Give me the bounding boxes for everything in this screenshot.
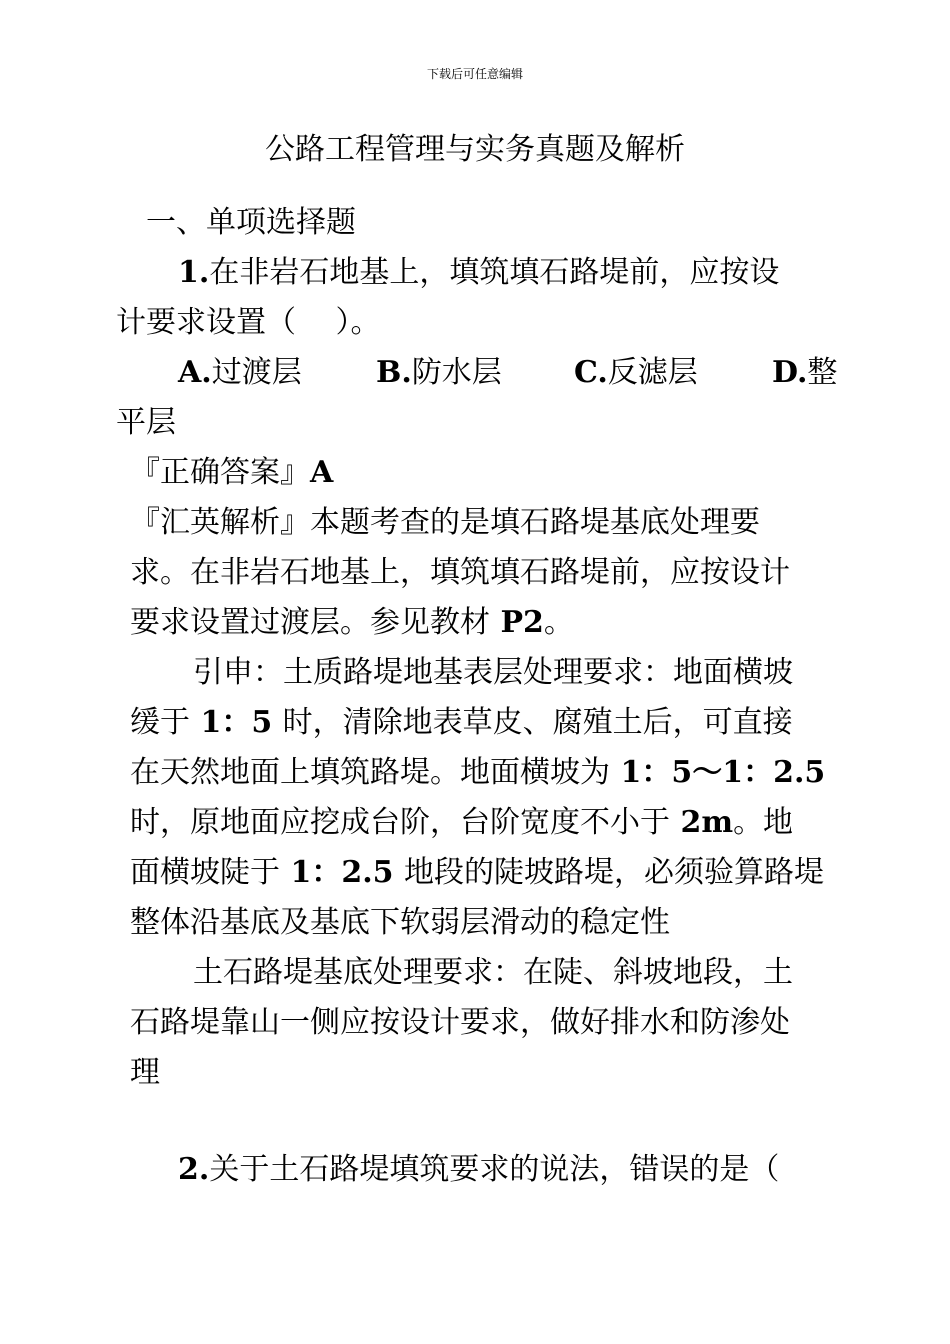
extension-line4	[130, 803, 793, 843]
option-a-letter: A.	[178, 355, 212, 390]
analysis-line1	[130, 503, 760, 543]
extension-line4-rest: 。地	[733, 805, 794, 840]
question-2-number: 2.	[178, 1152, 210, 1187]
question-1-stem-line2: 计要求设置（ ）。	[116, 305, 381, 340]
extension-line4-text: 时，原地面应挖成台阶，台阶宽度不小于	[130, 805, 670, 840]
extension-width: 2m	[670, 805, 734, 840]
extension-line2-text: 缓于	[130, 705, 190, 740]
extension-line5	[130, 853, 824, 893]
extension-line3	[130, 753, 825, 793]
analysis-line3	[130, 603, 574, 643]
page-title: 公路工程管理与实务真题及解析	[265, 132, 685, 167]
answer-value: A	[310, 455, 334, 490]
option-d-letter: D.	[772, 355, 808, 390]
question-1-number: 1.	[178, 255, 210, 290]
option-d-text: 整	[807, 355, 838, 390]
analysis-line2: 求。在非岩石地基上，填筑填石路堤前，应按设计	[130, 555, 790, 590]
option-a	[178, 353, 302, 393]
extension-ratio-2: 1：5～1：2.5	[610, 755, 826, 790]
earth-rock-line3: 理	[130, 1055, 160, 1090]
extension-line6: 整体沿基底及基底下软弱层滑动的稳定性	[130, 905, 670, 940]
option-d	[772, 353, 837, 393]
question-2-stem-line1	[178, 1150, 779, 1190]
analysis-page-ref: P2	[490, 605, 544, 640]
section-heading: 一、单项选择题	[146, 205, 356, 240]
extension-ratio-1: 1：5	[190, 705, 283, 740]
option-c-letter: C.	[574, 355, 608, 390]
earth-rock-line2: 石路堤靠山一侧应按设计要求，做好排水和防渗处	[130, 1005, 790, 1040]
extension-line3-text: 在天然地面上填筑路堤。地面横坡为	[130, 755, 610, 790]
question-2-stem-text: 关于土石路堤填筑要求的说法，错误的是（	[209, 1152, 780, 1187]
extension-line1: 引申：土质路堤地基表层处理要求：地面横坡	[193, 655, 793, 690]
analysis-line3-end: 。	[543, 605, 574, 640]
extension-line5-text: 面横坡陡于	[130, 855, 280, 890]
option-a-text: 过渡层	[211, 355, 302, 390]
analysis-line3-text: 要求设置过渡层。参见教材	[130, 605, 490, 640]
option-b-letter: B.	[376, 355, 412, 390]
analysis-text: 本题考查的是填石路堤基底处理要	[310, 505, 760, 540]
answer-line	[130, 453, 333, 493]
extension-line2-rest: 时，清除地表草皮、腐殖土后，可直接	[282, 705, 793, 740]
analysis-label: 『汇英解析』	[130, 505, 310, 540]
question-1-stem-line1	[178, 253, 779, 293]
option-d-wrap: 平层	[116, 405, 176, 440]
question-1-stem-text: 在非岩石地基上，填筑填石路堤前，应按设	[209, 255, 780, 290]
option-c-text: 反滤层	[607, 355, 698, 390]
option-c	[574, 353, 698, 393]
extension-ratio-3: 1：2.5	[280, 855, 404, 890]
option-b	[376, 353, 502, 393]
extension-line2	[130, 703, 793, 743]
header-note: 下载后可任意编辑	[426, 67, 523, 81]
answer-label: 『正确答案』	[130, 455, 310, 490]
earth-rock-line1: 土石路堤基底处理要求：在陡、斜坡地段，土	[193, 955, 793, 990]
option-b-text: 防水层	[411, 355, 502, 390]
extension-line5-rest: 地段的陡坡路堤，必须验算路堤	[403, 855, 824, 890]
